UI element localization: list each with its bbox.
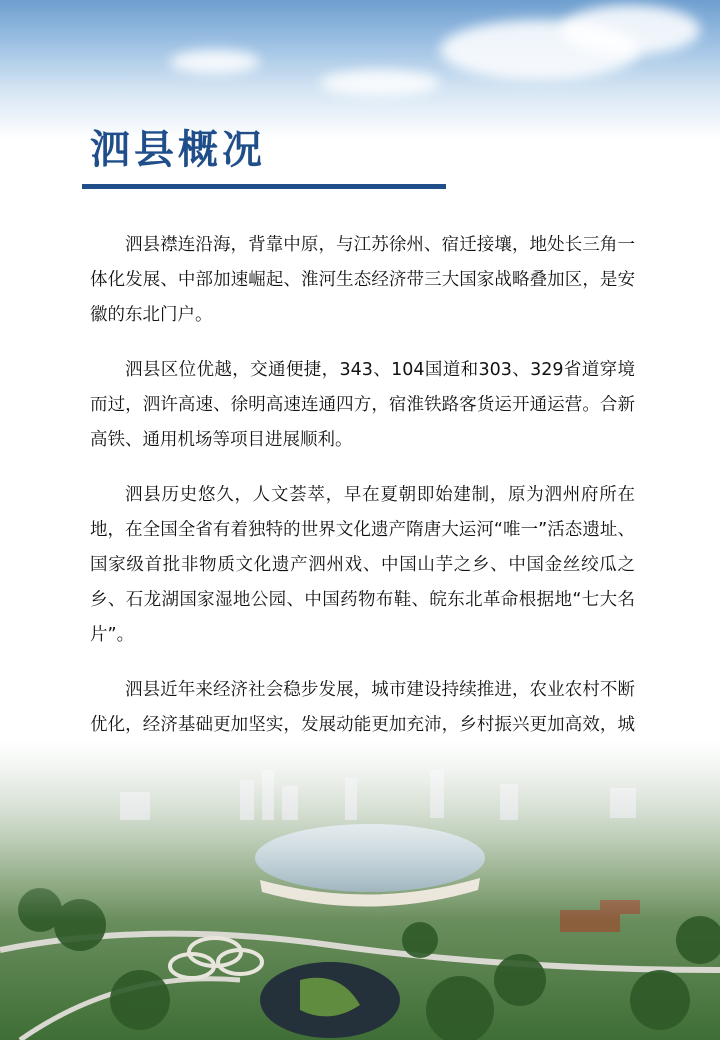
body-text — [90, 228, 635, 798]
paragraph-1: 泗县襟连沿海，背靠中原，与江苏徐州、宿迁接壤，地处长三角一体化发展、中部加速崛起、淮河生态经济带三大国家战略叠加区，是安徽的东北门户。 — [90, 235, 635, 325]
paragraph-2: 泗县区位优越，交通便捷，343、104国道和303、329省道穿境而过，泗许高速、徐明高速连通四方，宿淮铁路客货运开通运营。合新高铁、通用机场等项目进展顺利。 — [90, 360, 635, 450]
cloud — [320, 70, 440, 96]
cloud — [170, 50, 260, 74]
cloud — [560, 5, 700, 55]
paragraph-3: 泗县历史悠久，人文荟萃，早在夏朝即始建制，原为泗州府所在地，在全国全省有着独特的世界文化遗产隋唐大运河“唯一”活态遗址、国家级首批非物质文化遗产泗州戏、中国山芋之乡、中国金丝绞瓜之乡、石龙湖国家湿地公园、中国药物布鞋、皖东北革命根据地“七大名片”。 — [90, 485, 635, 645]
paragraph-4: 泗县近年来经济社会稳步发展，城市建设持续推进，农业农村不断优化，经济基础更加坚实，发展动能更加充沛，乡村振兴更加高效，城 — [90, 680, 635, 735]
aerial-landscape-illustration — [0, 740, 720, 1040]
page-title: 泗县概况 — [90, 127, 266, 173]
aerial-city-photo — [0, 740, 720, 1040]
title-underline — [82, 184, 446, 189]
